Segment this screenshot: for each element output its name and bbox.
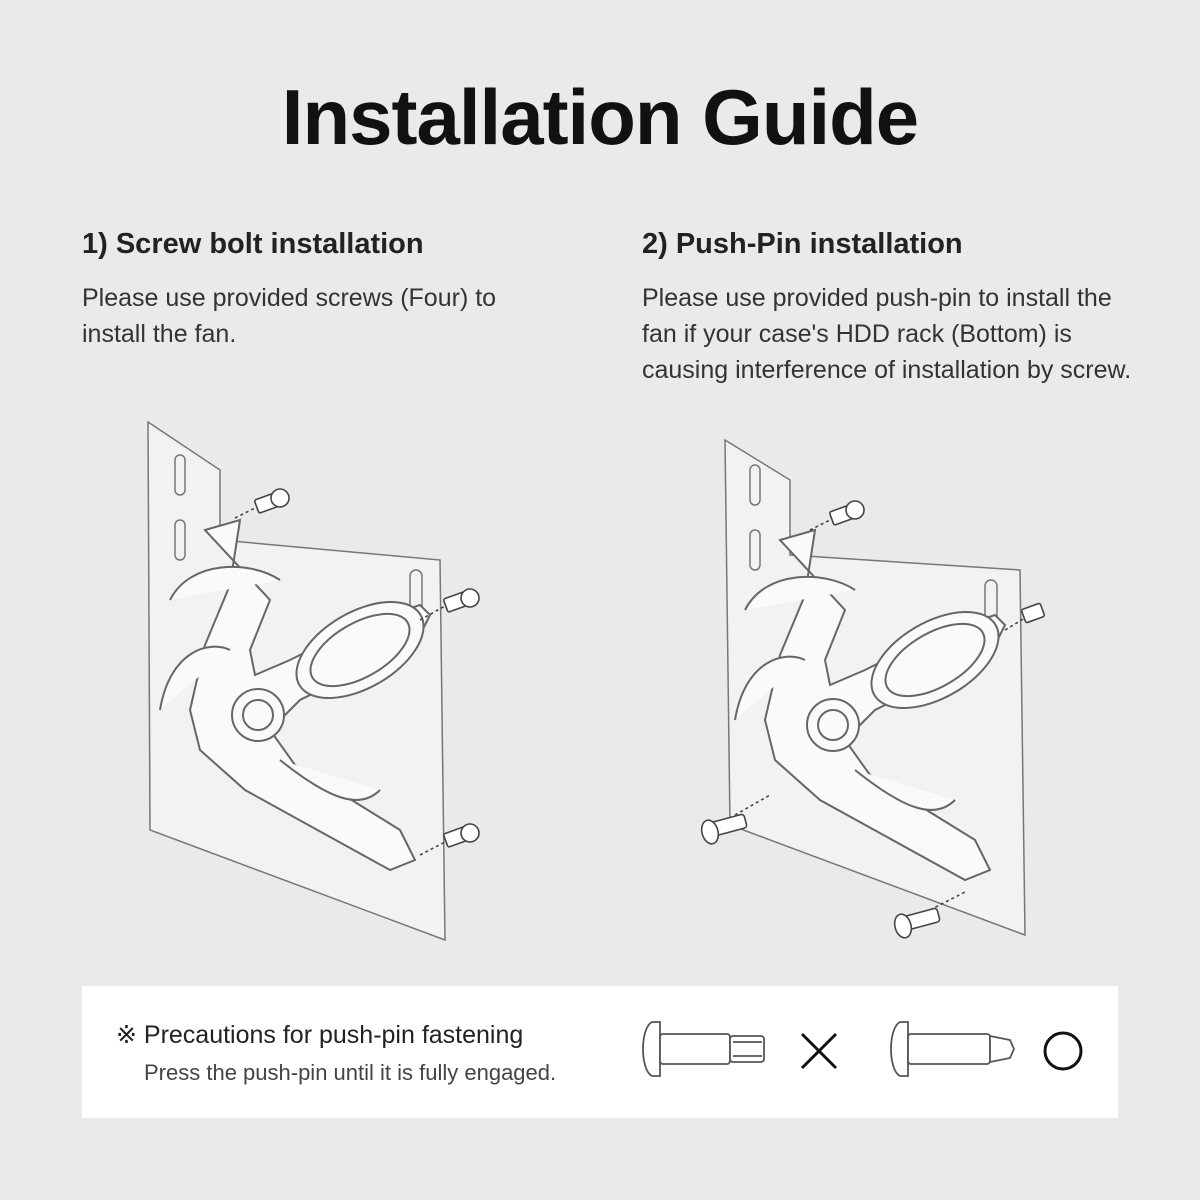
pushpin-installation-diagram <box>690 430 1050 950</box>
push-pin-not-engaged-illustration <box>638 1014 778 1084</box>
precaution-title: ※ Precautions for push-pin fastening <box>116 1021 524 1049</box>
screw-section-body: Please use provided screws (Four) to install the fan. <box>82 284 497 348</box>
screw-icon <box>810 501 864 530</box>
precaution-note: Press the push-pin until it is fully engaged. <box>144 1060 557 1085</box>
page-title: Installation Guide <box>281 73 919 161</box>
pushpin-section-body: Please use provided push-pin to install the fan if your case's HDD rack (Bottom) is causing interference of installation by screw. <box>642 284 1132 384</box>
screw-section-heading: 1) Screw bolt installation <box>82 228 424 260</box>
precaution-panel <box>82 986 1118 1118</box>
push-pin-engaged-illustration <box>886 1014 1026 1084</box>
screw-installation-diagram <box>130 410 490 950</box>
incorrect-mark-icon <box>796 1028 842 1074</box>
pushpin-section-heading: 2) Push-Pin installation <box>642 228 963 260</box>
screw-icon <box>235 489 289 518</box>
correct-mark-icon <box>1040 1028 1086 1074</box>
